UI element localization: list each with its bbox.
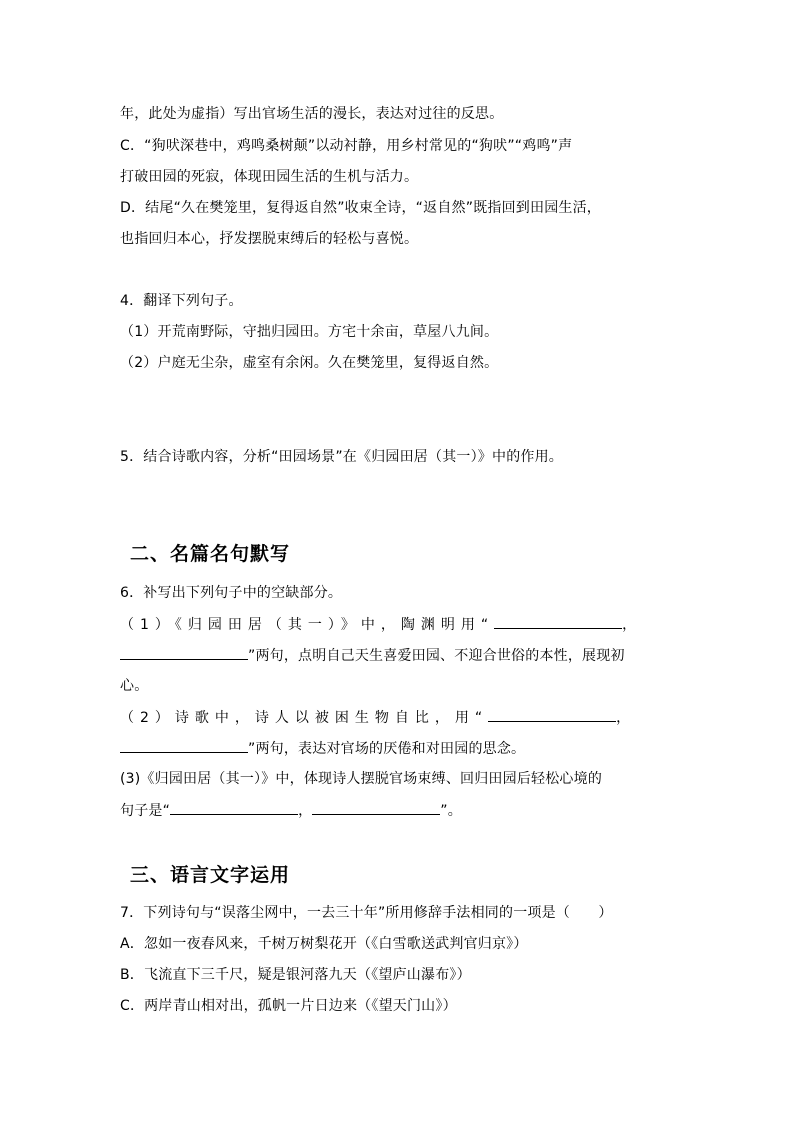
question-5-title: 5．结合诗歌内容，分析“田园场景”在《归园田居（其一）》中的作用。 (120, 449, 564, 465)
question-6-3-suffix: ”。 (440, 803, 462, 819)
question-7-option-a[interactable]: A．忽如一夜春风来，千树万树梨花开（《白雪歌送武判官归京》） (120, 936, 528, 952)
question-6-title: 6．补写出下列句子中的空缺部分。 (120, 585, 343, 601)
question-6-1-line-1 (120, 614, 636, 635)
question-6-2-line-2 (120, 738, 525, 759)
question-7-option-c[interactable]: C．两岸青山相对出，孤帆一片日边来（《望天门山》） (120, 998, 457, 1014)
option-d-line-2: 也指回归本心，抒发摆脱束缚后的轻松与喜悦。 (120, 231, 419, 247)
question-7-option-b[interactable]: B．飞流直下三千尺，疑是银河落九天（《望庐山瀑布》） (120, 967, 471, 983)
option-c-line-1: C．“狗吠深巷中，鸡鸣桑树颠”以动衬静，用乡村常见的“狗吠”“鸡鸣”声 (120, 138, 573, 154)
question-7-title: 7．下列诗句与“误落尘网中，一去三十年”所用修辞手法相同的一项是（ ） (120, 905, 613, 921)
answer-blank[interactable] (488, 707, 616, 722)
option-c-line-2: 打破田园的死寂，体现田园生活的生机与活力。 (120, 169, 419, 185)
question-6-3-line-1: (3)《归园田居（其一）》中，体现诗人摆脱官场束缚、回归田园后轻松心境的 (120, 771, 603, 787)
question-6-2-line-1 (120, 707, 630, 728)
question-4-sentence-1: （1）开荒南野际，守拙归园田。方宅十余亩，草屋八九间。 (120, 324, 499, 340)
separator: ， (298, 803, 313, 819)
answer-blank[interactable] (170, 800, 298, 815)
question-6-2-prefix: （2）诗歌中，诗人以被困生物自比，用“ (120, 710, 489, 726)
option-d-line-1: D．结尾“久在樊笼里，复得返自然”收束全诗，“返自然”既指回到田园生活， (120, 200, 601, 216)
question-6-3-line-2 (120, 800, 462, 821)
question-6-1-prefix: （1）《归园田居（其一）》中，陶渊明用“ (120, 617, 495, 633)
separator: ， (622, 617, 637, 633)
question-6-1-line-3: 心。 (120, 678, 149, 694)
question-6-1-line-2 (120, 645, 625, 666)
question-6-2-suffix: ”两句，表达对官场的厌倦和对田园的思念。 (248, 741, 526, 757)
question-4-title: 4．翻译下列句子。 (120, 293, 243, 309)
question-6-1-suffix: ”两句，点明自己天生喜爱田园、不迎合世俗的本性，展现初 (248, 648, 625, 664)
section-2-heading: 二、名篇名句默写 (130, 543, 291, 565)
answer-blank[interactable] (120, 645, 248, 660)
answer-blank[interactable] (120, 738, 248, 753)
text-line: 年，此处为虚指）写出官场生活的漫长，表达对过往的反思。 (120, 106, 504, 122)
separator: ， (616, 710, 631, 726)
question-6-3-prefix: 句子是“ (120, 803, 171, 819)
question-4-sentence-2: （2）户庭无尘杂，虚室有余闲。久在樊笼里，复得返自然。 (120, 355, 499, 371)
section-3-heading: 三、语言文字运用 (130, 864, 291, 886)
answer-blank[interactable] (312, 800, 440, 815)
answer-blank[interactable] (494, 614, 622, 629)
